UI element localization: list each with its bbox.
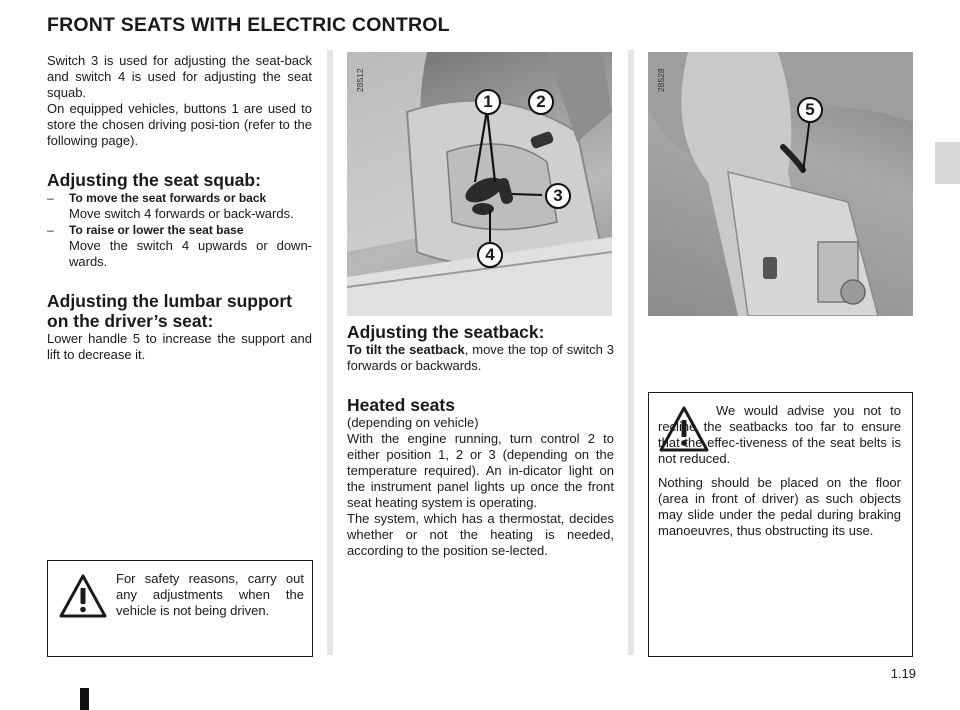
lumbar-text: Lower handle 5 to increase the support and lift to decrease it.: [47, 331, 312, 362]
squab-item-title: To move the seat forwards or back: [69, 191, 267, 205]
page-number: 1.19: [890, 666, 916, 681]
squab-item-text: Move switch 4 forwards or back-wards.: [69, 206, 294, 221]
lumbar-handle-illustration: [648, 52, 913, 316]
intro-paragraph-2: On equipped vehicles, buttons 1 are used to store the chosen driving posi-tion (refer to the following page).: [47, 101, 312, 148]
callout-1: [475, 89, 501, 120]
warning-text-2: Nothing should be placed on the floor (area in front of driver) as such objects may slide under the pedal during braking manoeuvres, thus obstructing its use.: [658, 475, 901, 538]
warning-text: For safety reasons, carry out any adjustments when the vehicle is not being driven.: [116, 571, 304, 618]
heated-seats-heading: Heated seats: [347, 395, 455, 415]
lumbar-handle-photo: [648, 52, 913, 316]
left-column: [47, 53, 312, 363]
callout-number: 5: [805, 100, 815, 119]
squab-item: [47, 190, 312, 222]
callout-number: 4: [485, 245, 495, 264]
photo-reference-number: 28512: [355, 68, 365, 92]
warning-triangle-icon: [58, 573, 108, 619]
callout-5: [797, 97, 823, 128]
warning-box-seatbacks: [648, 392, 913, 657]
seatback-heading: Adjusting the seatback:: [347, 322, 545, 342]
warning-text-1: We would advise you not to recline the seatbacks too far to ensure that the effec-tiveness of the seat belts is not reduced.: [658, 403, 901, 466]
squab-item-text: Move the switch 4 upwards or down-wards.: [69, 238, 312, 269]
column-divider: [628, 50, 634, 655]
callout-3: [545, 183, 571, 214]
section-tab: [935, 142, 960, 184]
heated-seats-text-1: With the engine running, turn control 2 to either position 1, 2 or 3 (depending on the temperature required). An in-dicator light on the instrument panel lights up once the front seat heating system is operating.: [347, 431, 614, 510]
warning-box-safety: [47, 560, 313, 657]
callout-number: 1: [483, 92, 493, 111]
seatback-text: , move the top of switch 3 forwards or backwards.: [347, 342, 614, 373]
callout-number: 3: [553, 186, 563, 205]
intro-paragraph-1: Switch 3 is used for adjusting the seat-back and switch 4 is used for adjusting the seat squab.: [47, 53, 312, 100]
page-title: FRONT SEATS WITH ELECTRIC CONTROL: [47, 14, 450, 36]
page-edge-mark: [80, 688, 89, 710]
dash-bullet: –: [47, 223, 54, 237]
squab-item-title: To raise or lower the seat base: [69, 223, 244, 237]
column-divider: [327, 50, 333, 655]
heated-seats-subtitle: (depending on vehicle): [347, 415, 479, 430]
dash-bullet: –: [47, 191, 54, 205]
callout-2: [528, 89, 554, 120]
squab-heading: Adjusting the seat squab:: [47, 170, 261, 190]
squab-item: [47, 222, 312, 270]
seatback-lead: To tilt the seatback: [347, 342, 465, 357]
photo-reference-number: 28528: [656, 68, 666, 92]
heated-seats-text-2: The system, which has a thermostat, decides whether or not the heating is needed, according to the position se-lected.: [347, 511, 614, 558]
middle-column: [347, 322, 614, 559]
callout-number: 2: [536, 92, 546, 111]
lumbar-heading: Adjusting the lumbar support on the driver’s seat:: [47, 291, 292, 331]
callout-4: [477, 242, 503, 273]
